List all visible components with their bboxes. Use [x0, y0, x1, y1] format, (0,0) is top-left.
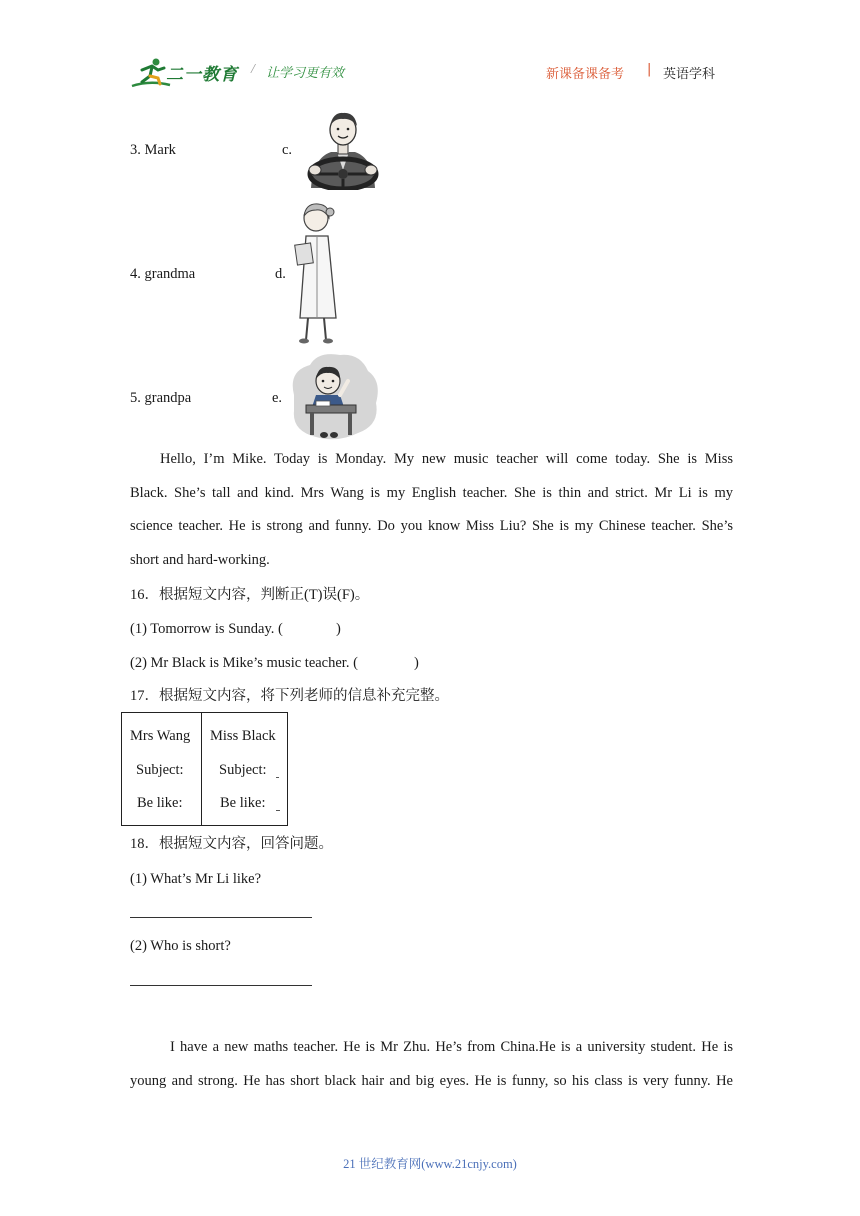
question-16-item-2: (2) Mr Black is Mike’s music teacher. ( [130, 655, 358, 671]
passage-one-line-1: Hello, I’m Mike. Today is Monday. My new music teacher will come today. She is Miss [160, 451, 733, 467]
driver-picture [303, 108, 383, 190]
question-18-item-1: (1) What’s Mr Li like? [130, 871, 262, 887]
answer-blank-16-2[interactable] [372, 654, 410, 674]
match-word-3: 3. Mark [130, 142, 176, 158]
doctor-picture [292, 200, 344, 346]
match-letter-c: c. [282, 142, 293, 158]
header-slogan: 让学习更有效 [266, 66, 345, 81]
match-letter-d: d. [275, 266, 286, 282]
table-divider [201, 713, 202, 825]
header-separator: | [647, 62, 652, 77]
table-subject-label-2: Subject: [219, 762, 267, 778]
passage-two-line-1: I have a new maths teacher. He is Mr Zhu. He’s from China.He is a university student. He is [170, 1039, 733, 1055]
passage-one [130, 443, 733, 577]
logo-text: 二一教育 [166, 65, 238, 85]
question-16-item-2-close: ) [414, 655, 419, 671]
passage-two-line-2: young and strong. He has short black hair and big eyes. He is funny, so his class is very funny. He [130, 1072, 733, 1089]
match-letter-e: e. [272, 390, 283, 406]
table-belike-label-1: Be like: [137, 795, 183, 811]
table-subject-label-1: Subject: [136, 762, 184, 778]
student-at-desk-picture [288, 351, 380, 441]
page-footer[interactable]: 21 世纪教育网(www.21cnjy.com) [343, 1157, 517, 1171]
answer-line-18-2[interactable] [130, 985, 312, 986]
question-16-item-1-close: ) [336, 621, 341, 637]
answer-blank-belike[interactable] [276, 810, 280, 811]
match-word-4: 4. grandma [130, 266, 196, 282]
question-16-item-1: (1) Tomorrow is Sunday. ( [130, 621, 283, 637]
header-category: 新课备课备考 [546, 67, 625, 82]
question-18-item-2: (2) Who is short? [130, 938, 231, 954]
answer-line-18-1[interactable] [130, 917, 312, 918]
passage-one-line-3: science teacher. He is strong and funny. Do you know Miss Liu? She is my Chinese teacher. She’s [130, 518, 733, 534]
table-header-mrs-wang: Mrs Wang [130, 728, 191, 744]
table-header-miss-black: Miss Black [210, 728, 276, 744]
header-subject: 英语学科 [663, 67, 716, 82]
question-17-title: 17．根据短文内容，将下列老师的信息补充完整。 [130, 688, 449, 704]
answer-blank-subject[interactable] [276, 777, 279, 778]
header-slash: / [251, 62, 255, 77]
passage-one-line-2: Black. She’s tall and kind. Mrs Wang is my English teacher. She is thin and strict. Mr Li is my [130, 484, 733, 501]
passage-one-line-4: short and hard-working. [130, 551, 270, 568]
answer-blank-16-1[interactable] [290, 620, 330, 640]
match-word-5: 5. grandpa [130, 390, 192, 406]
question-16-title: 16．根据短文内容，判断正(T)误(F)。 [130, 587, 370, 603]
teacher-info-table [121, 712, 288, 826]
passage-two [130, 1031, 733, 1098]
table-belike-label-2: Be like: [220, 795, 266, 811]
question-18-title: 18．根据短文内容，回答问题。 [130, 836, 333, 852]
